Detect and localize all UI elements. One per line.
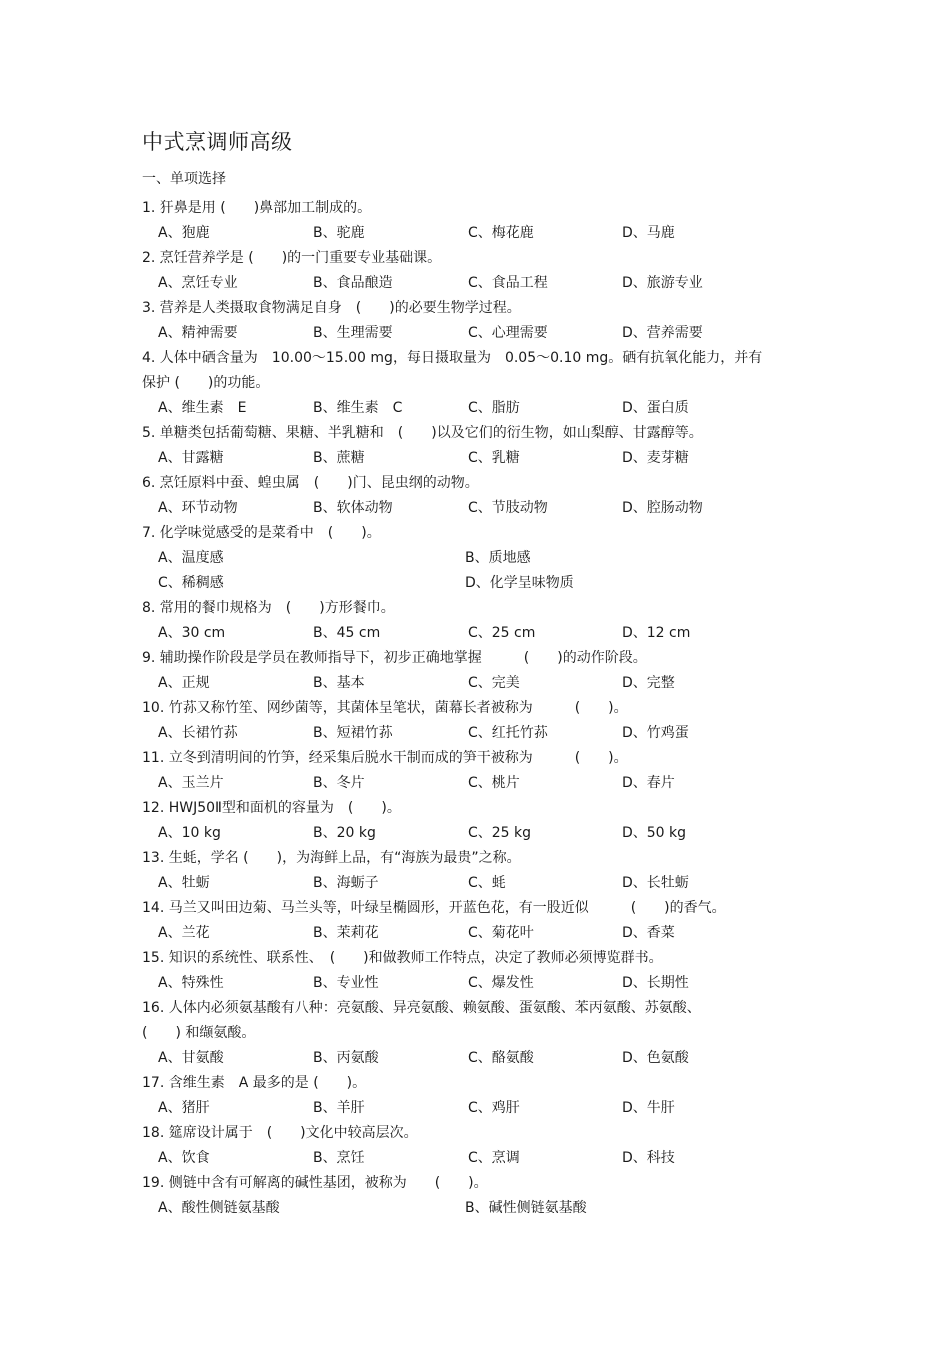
answer-option: A、长裙竹荪	[158, 725, 238, 741]
answer-option: C、烹调	[468, 1150, 520, 1166]
answer-option: D、12 cm	[622, 625, 691, 641]
question-text: 3. 营养是人类摄取食物满足自身 ( )的必要生物学过程。	[142, 300, 521, 316]
answer-option: C、鸡肝	[468, 1100, 520, 1116]
answer-option: B、短裙竹荪	[313, 725, 393, 741]
answer-option: B、茉莉花	[313, 925, 379, 941]
answer-option: B、碱性侧链氨基酸	[465, 1200, 587, 1216]
answer-option: C、桃片	[468, 775, 520, 791]
answer-option: B、驼鹿	[313, 225, 365, 241]
question-text: 15. 知识的系统性、联系性、 ( )和做教师工作特点，决定了教师必须博览群书。	[142, 950, 663, 966]
question-text: 16. 人体内必须氨基酸有八种：亮氨酸、异亮氨酸、赖氨酸、蛋氨酸、苯丙氨酸、苏氨酸、	[142, 1000, 701, 1016]
answer-option: B、45 cm	[313, 625, 381, 641]
answer-option: C、蚝	[468, 875, 506, 891]
question-text: 4. 人体中硒含量为 10.00～15.00 mg，每日摄取量为 0.05～0.10 mg。硒有抗氧化能力，并有	[142, 350, 763, 366]
answer-option: A、牡蛎	[158, 875, 210, 891]
answer-option: B、质地感	[465, 550, 531, 566]
answer-option: A、环节动物	[158, 500, 238, 516]
answer-option: D、长牡蛎	[622, 875, 689, 891]
answer-option: A、精神需要	[158, 325, 238, 341]
answer-option: C、菊花叶	[468, 925, 534, 941]
question-text: 14. 马兰又叫田边菊、马兰头等，叶绿呈椭圆形，开蓝色花，有一股近似 ( )的香气。	[142, 900, 726, 916]
answer-option: C、节肢动物	[468, 500, 548, 516]
answer-option: A、兰花	[158, 925, 210, 941]
question-text: 19. 侧链中含有可解离的碱性基团，被称为 ( )。	[142, 1175, 488, 1191]
answer-option: B、维生素 C	[313, 400, 403, 416]
answer-option: C、红托竹荪	[468, 725, 548, 741]
answer-option: A、酸性侧链氨基酸	[158, 1200, 280, 1216]
answer-option: B、烹饪	[313, 1150, 365, 1166]
question-text: 12. HWJ50Ⅱ型和面机的容量为 ( )。	[142, 800, 401, 816]
answer-option: D、旅游专业	[622, 275, 703, 291]
question-text: 5. 单糖类包括葡萄糖、果糖、半乳糖和 ( )以及它们的衍生物，如山梨醇、甘露醇等。	[142, 425, 703, 441]
answer-option: D、化学呈味物质	[465, 575, 574, 591]
answer-option: B、蔗糖	[313, 450, 365, 466]
answer-option: A、猪肝	[158, 1100, 210, 1116]
answer-option: D、长期性	[622, 975, 689, 991]
answer-option: B、生理需要	[313, 325, 393, 341]
question-text: 9. 辅助操作阶段是学员在教师指导下，初步正确地掌握 ( )的动作阶段。	[142, 650, 647, 666]
answer-option: D、蛋白质	[622, 400, 689, 416]
answer-option: C、心理需要	[468, 325, 548, 341]
answer-option: C、脂肪	[468, 400, 520, 416]
question-text: 1. 犴鼻是用 ( )鼻部加工制成的。	[142, 200, 372, 216]
answer-option: C、完美	[468, 675, 520, 691]
answer-option: A、特殊性	[158, 975, 224, 991]
question-text: 10. 竹荪又称竹笙、网纱菌等，其菌体呈笔状，菌幕长者被称为 ( )。	[142, 700, 628, 716]
question-text: 8. 常用的餐巾规格为 ( )方形餐巾。	[142, 600, 395, 616]
answer-option: A、10 kg	[158, 825, 221, 841]
answer-option: A、温度感	[158, 550, 224, 566]
answer-option: D、50 kg	[622, 825, 687, 841]
answer-option: D、营养需要	[622, 325, 703, 341]
answer-option: C、酪氨酸	[468, 1050, 534, 1066]
section-heading: 一、单项选择	[142, 171, 226, 187]
answer-option: A、玉兰片	[158, 775, 224, 791]
answer-option: D、香菜	[622, 925, 675, 941]
answer-option: B、冬片	[313, 775, 365, 791]
answer-option: B、丙氨酸	[313, 1050, 379, 1066]
answer-option: B、基本	[313, 675, 365, 691]
answer-option: C、稀稠感	[158, 575, 224, 591]
answer-option: D、色氨酸	[622, 1050, 689, 1066]
answer-option: A、甘氨酸	[158, 1050, 224, 1066]
question-text: 6. 烹饪原料中蚕、蝗虫属 ( )门、昆虫纲的动物。	[142, 475, 479, 491]
answer-option: A、甘露糖	[158, 450, 224, 466]
answer-option: A、烹饪专业	[158, 275, 238, 291]
question-text: 保护 ( )的功能。	[142, 375, 270, 391]
answer-option: D、完整	[622, 675, 675, 691]
answer-option: D、麦芽糖	[622, 450, 689, 466]
answer-option: C、爆发性	[468, 975, 534, 991]
question-text: ( ) 和缬氨酸。	[142, 1025, 256, 1041]
answer-option: B、羊肝	[313, 1100, 365, 1116]
answer-option: C、25 kg	[468, 825, 532, 841]
answer-option: A、狍鹿	[158, 225, 210, 241]
answer-option: D、科技	[622, 1150, 675, 1166]
answer-option: B、食品酿造	[313, 275, 393, 291]
answer-option: B、海蛎子	[313, 875, 379, 891]
answer-option: D、腔肠动物	[622, 500, 703, 516]
answer-option: D、马鹿	[622, 225, 675, 241]
question-text: 7. 化学味觉感受的是菜肴中 ( )。	[142, 525, 381, 541]
answer-option: D、春片	[622, 775, 675, 791]
answer-option: D、竹鸡蛋	[622, 725, 689, 741]
answer-option: C、梅花鹿	[468, 225, 534, 241]
answer-option: C、25 cm	[468, 625, 536, 641]
answer-option: A、维生素 E	[158, 400, 247, 416]
answer-option: A、30 cm	[158, 625, 226, 641]
question-text: 11. 立冬到清明间的竹笋，经采集后脱水干制而成的笋干被称为 ( )。	[142, 750, 628, 766]
page-title: 中式烹调师高级	[142, 130, 293, 154]
answer-option: B、软体动物	[313, 500, 393, 516]
question-text: 17. 含维生素 A 最多的是 ( )。	[142, 1075, 367, 1091]
question-text: 2. 烹饪营养学是 ( )的一门重要专业基础课。	[142, 250, 442, 266]
answer-option: C、食品工程	[468, 275, 548, 291]
question-text: 13. 生蚝，学名 ( )，为海鲜上品，有“海族为最贵”之称。	[142, 850, 521, 866]
question-text: 18. 筵席设计属于 ( )文化中较高层次。	[142, 1125, 418, 1141]
answer-option: A、正规	[158, 675, 210, 691]
answer-option: B、20 kg	[313, 825, 376, 841]
answer-option: C、乳糖	[468, 450, 520, 466]
answer-option: B、专业性	[313, 975, 379, 991]
answer-option: D、牛肝	[622, 1100, 675, 1116]
answer-option: A、饮食	[158, 1150, 210, 1166]
